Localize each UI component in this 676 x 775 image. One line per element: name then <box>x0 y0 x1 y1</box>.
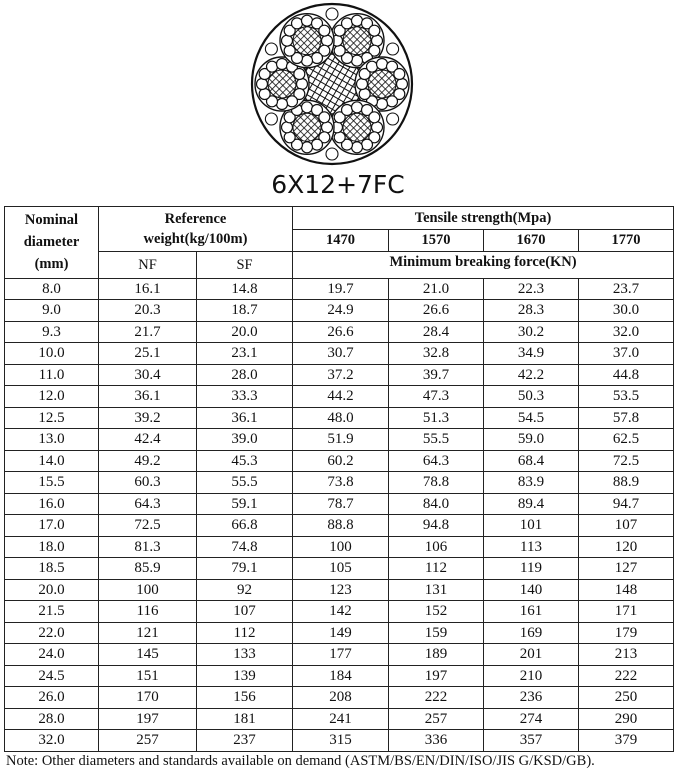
diameter-cell: 24.5 <box>5 665 99 687</box>
grade-1770-header: 1770 <box>579 230 674 252</box>
force-1570-cell: 106 <box>389 536 484 558</box>
nominal-diameter-header-line1: Nominal <box>24 212 79 229</box>
weight-sf-cell: 79.1 <box>197 558 293 580</box>
weight-nf-cell: 25.1 <box>99 343 197 365</box>
force-1470-cell: 88.8 <box>293 515 389 537</box>
force-1770-cell: 120 <box>579 536 674 558</box>
force-1670-cell: 119 <box>484 558 579 580</box>
force-1770-cell: 222 <box>579 665 674 687</box>
nominal-diameter-header-line2: diameter <box>23 234 80 251</box>
force-1470-cell: 51.9 <box>293 429 389 451</box>
diameter-cell: 16.0 <box>5 493 99 515</box>
force-1670-cell: 210 <box>484 665 579 687</box>
force-1570-cell: 197 <box>389 665 484 687</box>
table-row <box>5 429 674 451</box>
force-1670-cell: 274 <box>484 708 579 730</box>
weight-sf-cell: 45.3 <box>197 450 293 472</box>
force-1470-cell: 149 <box>293 622 389 644</box>
force-1470-cell: 73.8 <box>293 472 389 494</box>
table-row <box>5 343 674 365</box>
weight-sf-cell: 112 <box>197 622 293 644</box>
force-1570-cell: 51.3 <box>389 407 484 429</box>
force-1670-cell: 357 <box>484 730 579 752</box>
weight-sf-cell: 92 <box>197 579 293 601</box>
table-row <box>5 472 674 494</box>
weight-sf-cell: 18.7 <box>197 300 293 322</box>
force-1670-cell: 101 <box>484 515 579 537</box>
table-row <box>5 687 674 709</box>
force-1470-cell: 26.6 <box>293 321 389 343</box>
force-1470-cell: 48.0 <box>293 407 389 429</box>
table-row <box>5 493 674 515</box>
force-1470-cell: 24.9 <box>293 300 389 322</box>
force-1470-cell: 184 <box>293 665 389 687</box>
table-row <box>5 558 674 580</box>
table-row <box>5 450 674 472</box>
weight-nf-cell: 16.1 <box>99 278 197 300</box>
force-1570-cell: 152 <box>389 601 484 623</box>
weight-sf-cell: 39.0 <box>197 429 293 451</box>
force-1670-cell: 169 <box>484 622 579 644</box>
force-1770-cell: 30.0 <box>579 300 674 322</box>
diameter-cell: 18.5 <box>5 558 99 580</box>
force-1770-cell: 44.8 <box>579 364 674 386</box>
weight-nf-cell: 85.9 <box>99 558 197 580</box>
weight-nf-cell: 64.3 <box>99 493 197 515</box>
force-1770-cell: 57.8 <box>579 407 674 429</box>
weight-nf-cell: 49.2 <box>99 450 197 472</box>
force-1770-cell: 88.9 <box>579 472 674 494</box>
force-1770-cell: 62.5 <box>579 429 674 451</box>
force-1570-cell: 21.0 <box>389 278 484 300</box>
weight-nf-cell: 257 <box>99 730 197 752</box>
diameter-cell: 11.0 <box>5 364 99 386</box>
force-1670-cell: 236 <box>484 687 579 709</box>
weight-sf-cell: 28.0 <box>197 364 293 386</box>
force-1570-cell: 112 <box>389 558 484 580</box>
sf-header: SF <box>197 251 293 278</box>
weight-sf-cell: 66.8 <box>197 515 293 537</box>
footnote: Note: Other diameters and standards available on demand (ASTM/BS/EN/DIN/ISO/JIS G/KSD/GB). <box>6 753 595 769</box>
force-1470-cell: 123 <box>293 579 389 601</box>
force-1470-cell: 315 <box>293 730 389 752</box>
force-1670-cell: 161 <box>484 601 579 623</box>
weight-sf-cell: 139 <box>197 665 293 687</box>
force-1770-cell: 379 <box>579 730 674 752</box>
table-row <box>5 708 674 730</box>
force-1570-cell: 94.8 <box>389 515 484 537</box>
force-1770-cell: 290 <box>579 708 674 730</box>
diameter-cell: 9.0 <box>5 300 99 322</box>
diameter-cell: 21.5 <box>5 601 99 623</box>
table-row <box>5 364 674 386</box>
weight-nf-cell: 170 <box>99 687 197 709</box>
weight-nf-cell: 197 <box>99 708 197 730</box>
force-1770-cell: 171 <box>579 601 674 623</box>
nominal-diameter-header-line3: (mm) <box>34 256 69 273</box>
force-1670-cell: 83.9 <box>484 472 579 494</box>
diameter-cell: 8.0 <box>5 278 99 300</box>
diameter-cell: 10.0 <box>5 343 99 365</box>
weight-nf-cell: 116 <box>99 601 197 623</box>
weight-sf-cell: 156 <box>197 687 293 709</box>
weight-nf-cell: 36.1 <box>99 386 197 408</box>
weight-nf-cell: 42.4 <box>99 429 197 451</box>
table-row <box>5 579 674 601</box>
table-row <box>5 601 674 623</box>
weight-sf-cell: 74.8 <box>197 536 293 558</box>
force-1570-cell: 131 <box>389 579 484 601</box>
force-1470-cell: 19.7 <box>293 278 389 300</box>
force-1570-cell: 78.8 <box>389 472 484 494</box>
force-1570-cell: 26.6 <box>389 300 484 322</box>
table-row <box>5 730 674 752</box>
table-row <box>5 536 674 558</box>
force-1670-cell: 22.3 <box>484 278 579 300</box>
force-1770-cell: 23.7 <box>579 278 674 300</box>
weight-sf-cell: 20.0 <box>197 321 293 343</box>
force-1470-cell: 78.7 <box>293 493 389 515</box>
force-1470-cell: 208 <box>293 687 389 709</box>
force-1470-cell: 44.2 <box>293 386 389 408</box>
weight-nf-cell: 151 <box>99 665 197 687</box>
weight-sf-cell: 237 <box>197 730 293 752</box>
weight-nf-cell: 30.4 <box>99 364 197 386</box>
weight-sf-cell: 107 <box>197 601 293 623</box>
force-1470-cell: 105 <box>293 558 389 580</box>
force-1570-cell: 257 <box>389 708 484 730</box>
force-1470-cell: 37.2 <box>293 364 389 386</box>
force-1570-cell: 222 <box>389 687 484 709</box>
table-row <box>5 665 674 687</box>
diameter-cell: 26.0 <box>5 687 99 709</box>
weight-sf-cell: 33.3 <box>197 386 293 408</box>
weight-sf-cell: 36.1 <box>197 407 293 429</box>
rope-construction-title: 6X12+7FC <box>271 170 405 199</box>
force-1670-cell: 113 <box>484 536 579 558</box>
force-1570-cell: 28.4 <box>389 321 484 343</box>
force-1570-cell: 189 <box>389 644 484 666</box>
table-row <box>5 300 674 322</box>
weight-sf-cell: 55.5 <box>197 472 293 494</box>
diameter-cell: 12.5 <box>5 407 99 429</box>
force-1570-cell: 47.3 <box>389 386 484 408</box>
force-1770-cell: 179 <box>579 622 674 644</box>
reference-weight-header-line1: Reference <box>164 210 227 227</box>
tensile-strength-header: Tensile strength(Mpa) <box>293 207 674 230</box>
force-1470-cell: 241 <box>293 708 389 730</box>
force-1470-cell: 142 <box>293 601 389 623</box>
reference-weight-header <box>99 207 293 252</box>
table-row <box>5 321 674 343</box>
diameter-cell: 20.0 <box>5 579 99 601</box>
force-1670-cell: 28.3 <box>484 300 579 322</box>
force-1670-cell: 54.5 <box>484 407 579 429</box>
weight-nf-cell: 20.3 <box>99 300 197 322</box>
diameter-cell: 12.0 <box>5 386 99 408</box>
force-1570-cell: 84.0 <box>389 493 484 515</box>
force-1570-cell: 159 <box>389 622 484 644</box>
min-breaking-force-header: Minimum breaking force(KN) <box>293 251 674 278</box>
force-1470-cell: 100 <box>293 536 389 558</box>
nf-header: NF <box>99 251 197 278</box>
weight-nf-cell: 145 <box>99 644 197 666</box>
force-1670-cell: 68.4 <box>484 450 579 472</box>
weight-sf-cell: 14.8 <box>197 278 293 300</box>
force-1670-cell: 140 <box>484 579 579 601</box>
table-row <box>5 386 674 408</box>
weight-nf-cell: 60.3 <box>99 472 197 494</box>
diameter-cell: 22.0 <box>5 622 99 644</box>
force-1770-cell: 148 <box>579 579 674 601</box>
force-1770-cell: 53.5 <box>579 386 674 408</box>
force-1570-cell: 39.7 <box>389 364 484 386</box>
diameter-cell: 17.0 <box>5 515 99 537</box>
force-1670-cell: 34.9 <box>484 343 579 365</box>
grade-1470-header: 1470 <box>293 230 389 252</box>
force-1470-cell: 177 <box>293 644 389 666</box>
force-1770-cell: 72.5 <box>579 450 674 472</box>
reference-weight-header-line2: weight(kg/100m) <box>143 230 248 247</box>
weight-sf-cell: 23.1 <box>197 343 293 365</box>
force-1470-cell: 60.2 <box>293 450 389 472</box>
table-row <box>5 515 674 537</box>
diameter-cell: 28.0 <box>5 708 99 730</box>
table-row <box>5 407 674 429</box>
table-row <box>5 278 674 300</box>
weight-nf-cell: 39.2 <box>99 407 197 429</box>
force-1670-cell: 201 <box>484 644 579 666</box>
force-1770-cell: 32.0 <box>579 321 674 343</box>
weight-nf-cell: 121 <box>99 622 197 644</box>
grade-1670-header: 1670 <box>484 230 579 252</box>
force-1670-cell: 89.4 <box>484 493 579 515</box>
weight-sf-cell: 133 <box>197 644 293 666</box>
weight-sf-cell: 59.1 <box>197 493 293 515</box>
table-row <box>5 644 674 666</box>
weight-nf-cell: 100 <box>99 579 197 601</box>
force-1770-cell: 213 <box>579 644 674 666</box>
force-1770-cell: 107 <box>579 515 674 537</box>
weight-nf-cell: 72.5 <box>99 515 197 537</box>
diameter-cell: 18.0 <box>5 536 99 558</box>
force-1770-cell: 94.7 <box>579 493 674 515</box>
force-1770-cell: 37.0 <box>579 343 674 365</box>
grade-1570-header: 1570 <box>389 230 484 252</box>
diameter-cell: 9.3 <box>5 321 99 343</box>
force-1570-cell: 64.3 <box>389 450 484 472</box>
force-1670-cell: 42.2 <box>484 364 579 386</box>
force-1570-cell: 32.8 <box>389 343 484 365</box>
nominal-diameter-header <box>5 207 99 279</box>
weight-nf-cell: 21.7 <box>99 321 197 343</box>
force-1570-cell: 336 <box>389 730 484 752</box>
diameter-cell: 32.0 <box>5 730 99 752</box>
diameter-cell: 24.0 <box>5 644 99 666</box>
force-1670-cell: 30.2 <box>484 321 579 343</box>
force-1770-cell: 250 <box>579 687 674 709</box>
diameter-cell: 15.5 <box>5 472 99 494</box>
force-1470-cell: 30.7 <box>293 343 389 365</box>
diameter-cell: 14.0 <box>5 450 99 472</box>
force-1570-cell: 55.5 <box>389 429 484 451</box>
force-1670-cell: 59.0 <box>484 429 579 451</box>
table-row <box>5 622 674 644</box>
force-1770-cell: 127 <box>579 558 674 580</box>
weight-sf-cell: 181 <box>197 708 293 730</box>
force-1670-cell: 50.3 <box>484 386 579 408</box>
diameter-cell: 13.0 <box>5 429 99 451</box>
weight-nf-cell: 81.3 <box>99 536 197 558</box>
rope-specification-table <box>4 206 674 752</box>
